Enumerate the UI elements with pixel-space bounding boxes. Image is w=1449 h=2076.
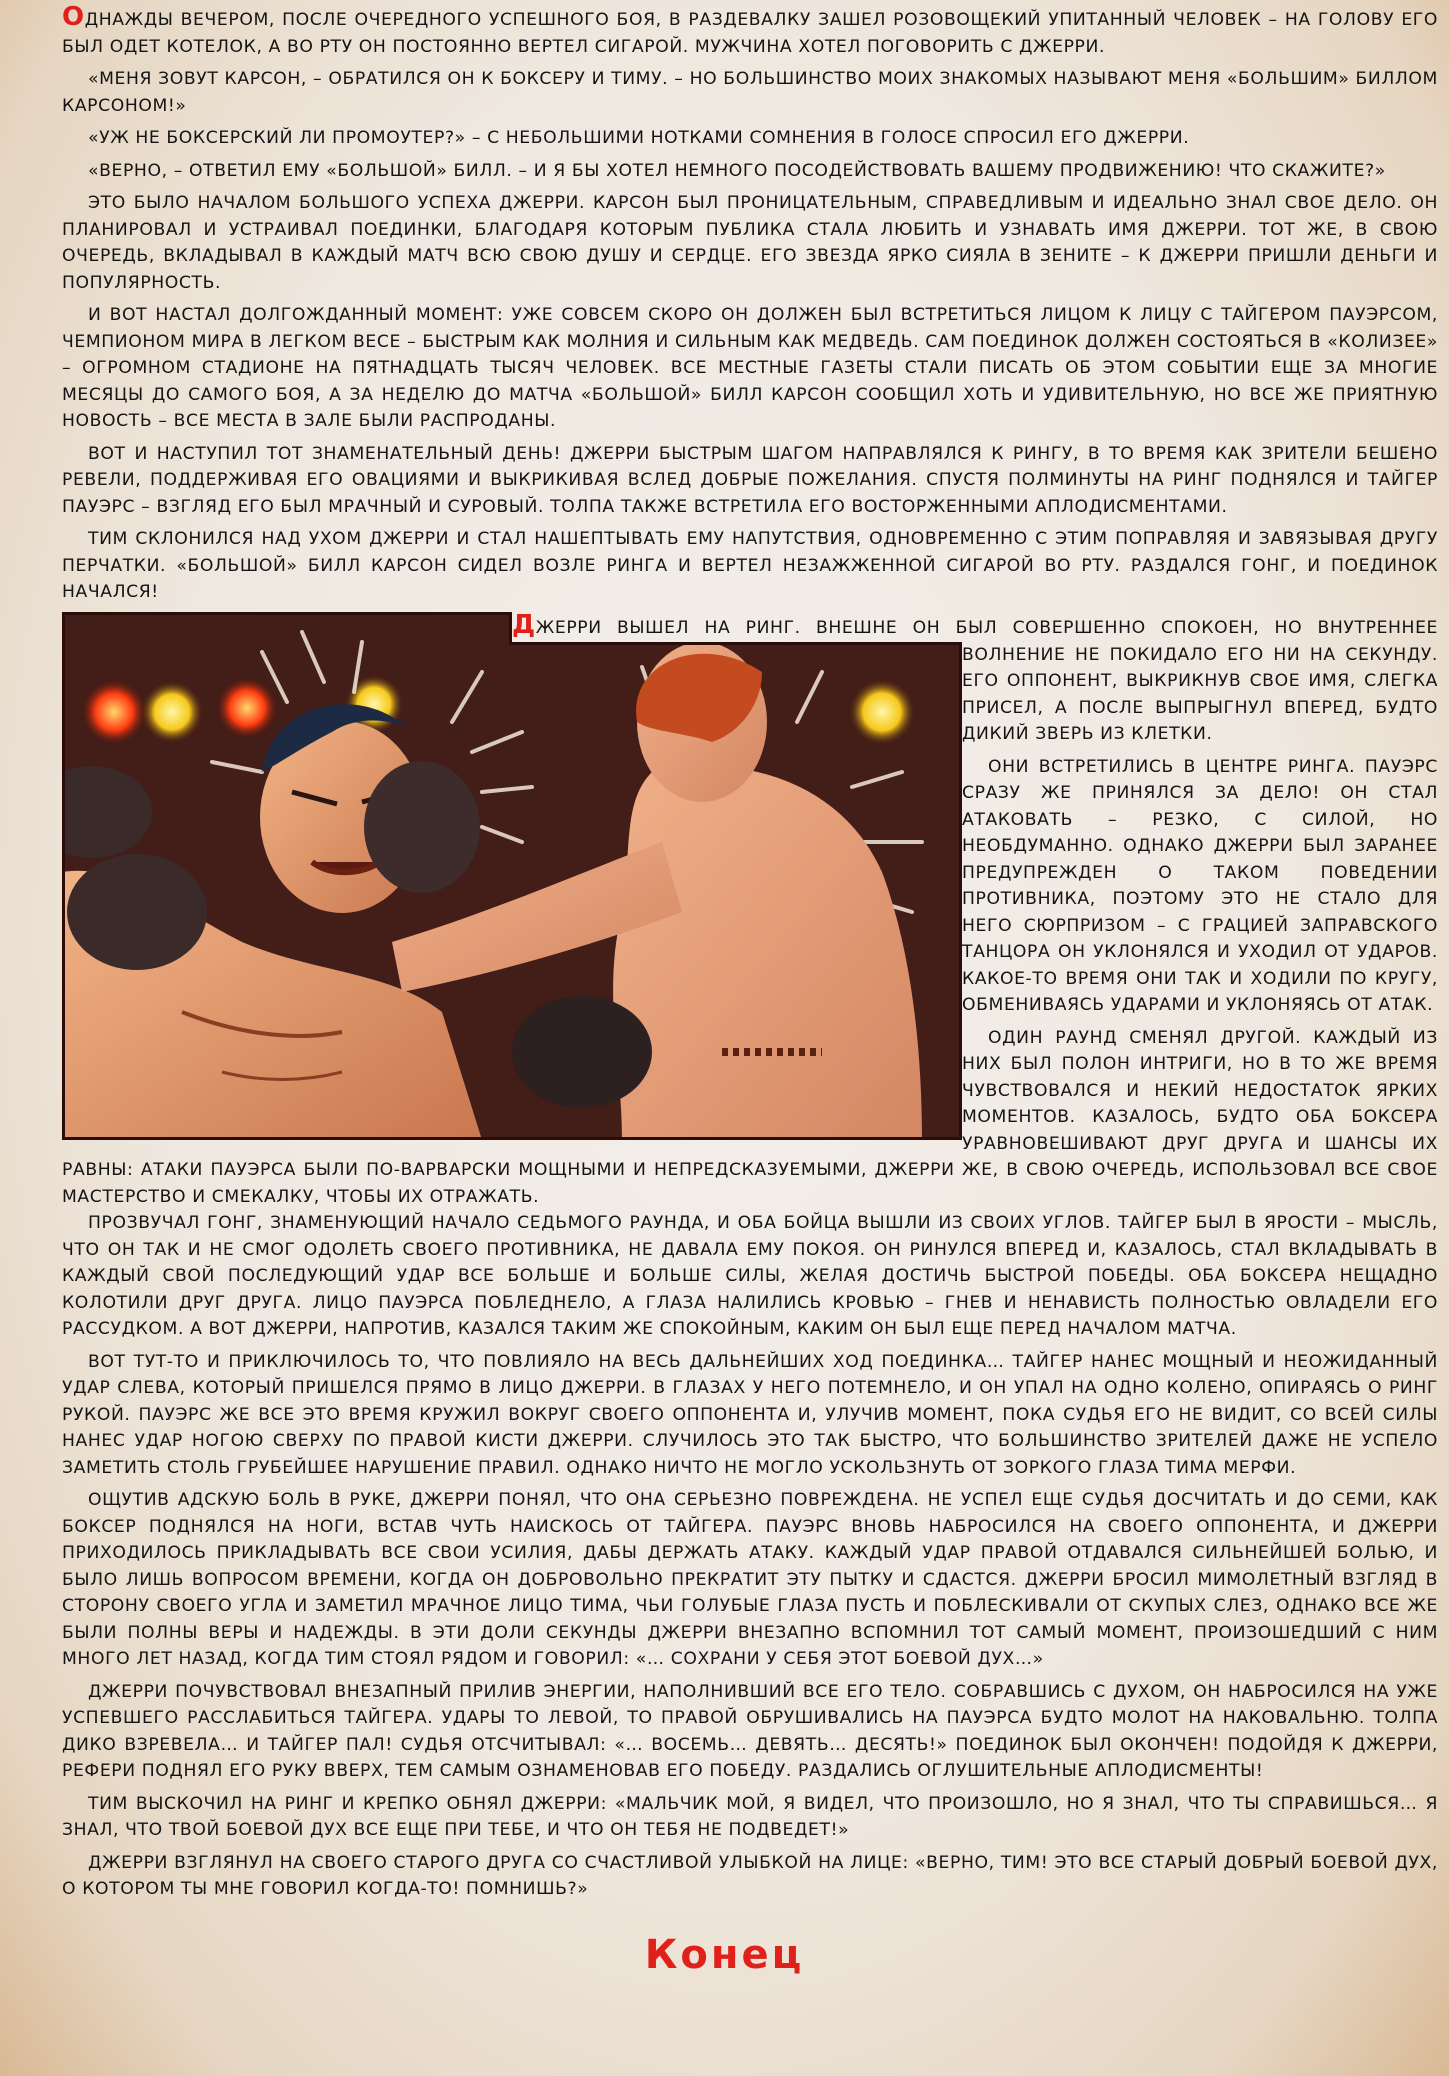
drop-cap: Д: [512, 610, 536, 640]
drop-cap: О: [62, 2, 85, 32]
paragraph: ТИМ СКЛОНИЛСЯ НАД УХОМ ДЖЕРРИ И СТАЛ НАШЕПТЫВАТЬ ЕМУ НАПУТСТВИЯ, ОДНОВРЕМЕННО С ЭТИМ ПОПРАВЛЯЯ И ЗАВЯЗЫВАЯ ДРУГУ ПЕРЧАТКИ. «БОЛЬШОЙ» БИЛЛ КАРСОН СИДЕЛ ВОЗЛЕ РИНГА И ВЕРТЕЛ НЕЗАЖЖЕННОЙ СИГАРОЙ ВО РТУ. РАЗДАЛСЯ ГОНГ, И ПОЕДИНОК НАЧАЛСЯ!: [62, 529, 1438, 602]
paragraph: ОНИ ВСТРЕТИЛИСЬ В ЦЕНТРЕ РИНГА. ПАУЭРС СРАЗУ ЖЕ ПРИНЯЛСЯ ЗА ДЕЛО! ОН СТАЛ АТАКОВАТЬ – РЕЗКО, С СИЛОЙ, НО НЕОБДУМАННО. ОДНАКО ДЖЕРРИ БЫЛ ЗАРАНЕЕ ПРЕДУПРЕЖДЕН О ТАКОМ ПОВЕДЕНИИ ПРОТИВНИКА, ПОЭТОМУ ЭТО НЕ СТАЛО ДЛЯ НЕГО СЮРПРИЗОМ – С ГРАЦИЕЙ ЗАПРАВСКОГО ТАНЦОРА ОН УКЛОНЯЛСЯ И УХОДИЛ ОТ УДАРОВ. КАКОЕ-ТО ВРЕМЯ ОНИ ТАК И ХОДИЛИ ПО КРУГУ, ОБМЕНИВАЯСЬ УДАРАМИ И УКЛОНЯЯСЬ ОТ АТАК.: [962, 756, 1438, 1015]
paragraph: ВОТ И НАСТУПИЛ ТОТ ЗНАМЕНАТЕЛЬНЫЙ ДЕНЬ! ДЖЕРРИ БЫСТРЫМ ШАГОМ НАПРАВЛЯЛСЯ К РИНГУ, В ТО ВРЕМЯ КАК ЗРИТЕЛИ БЕШЕНО РЕВЕЛИ, ПОДДЕРЖИВАЯ ЕГО ОВАЦИЯМИ И ВЫКРИКИВАЯ ВСЛЕД ДОБРЫЕ ПОЖЕЛАНИЯ. СПУСТЯ ПОЛМИНУТЫ НА РИНГ ПОДНЯЛСЯ И ТАЙГЕР ПАУЭРС – ВЗГЛЯД ЕГО БЫЛ МРАЧНЫЙ И СУРОВЫЙ. ТОЛПА ТАКЖЕ ВСТРЕТИЛА ЕГО ВОСТОРЖЕННЫМИ АПЛОДИСМЕНТАМИ.: [62, 443, 1438, 517]
boxers-fight-image: [62, 612, 962, 1140]
paragraph: ДЖЕРРИ ВЫШЕЛ НА РИНГ. ВНЕШНЕ ОН БЫЛ СОВЕРШЕННО СПОКОЕН, НО ВНУТРЕННЕЕ ВОЛНЕНИЕ НЕ ПОКИДАЛО ЕГО НИ НА СЕКУНДУ. ЕГО ОППОНЕНТ, ВЫКРИКНУВ СВОЕ ИМЯ, СЛЕГКА ПРИСЕЛ, А ПОСЛЕ ВЫПРЫГНУЛ ВПЕРЕД, БУДТО ДИКИЙ ЗВЕРЬ ИЗ КЛЕТКИ.: [512, 610, 1438, 744]
boxing-illustration: [62, 612, 962, 1140]
paragraph: ТИМ ВЫСКОЧИЛ НА РИНГ И КРЕПКО ОБНЯЛ ДЖЕРРИ: «МАЛЬЧИК МОЙ, Я ВИДЕЛ, ЧТО ПРОИЗОШЛО, НО Я ЗНАЛ, ЧТО ТЫ СПРАВИШЬСЯ… Я ЗНАЛ, ЧТО ТВОЙ БОЕВОЙ ДУХ ВСЕ ЕЩЕ ПРИ ТЕБЕ, И ЧТО ОН ТЕБЯ НЕ ПОДВЕДЕТ!»: [62, 1793, 1438, 1840]
paragraph: И ВОТ НАСТАЛ ДОЛГОЖДАННЫЙ МОМЕНТ: УЖЕ СОВСЕМ СКОРО ОН ДОЛЖЕН БЫЛ ВСТРЕТИТЬСЯ ЛИЦОМ К ЛИЦУ С ТАЙГЕРОМ ПАУЭРСОМ, ЧЕМПИОНОМ МИРА В ЛЕГКОМ ВЕСЕ – БЫСТРЫМ КАК МОЛНИЯ И СИЛЬНЫМ КАК МЕДВЕДЬ. САМ ПОЕДИНОК ДОЛЖЕН СОСТОЯТЬСЯ В «КОЛИЗЕЕ» – ОГРОМНОМ СТАДИОНЕ НА ПЯТНАДЦАТЬ ТЫСЯЧ ЧЕЛОВЕК. ВСЕ МЕСТНЫЕ ГАЗЕТЫ СТАЛИ ПИСАТЬ ОБ ЭТОМ СОБЫТИИ ЕЩЕ ЗА МНОГИЕ МЕСЯЦЫ ДО САМОГО БОЯ, А ЗА НЕДЕЛЮ ДО МАТЧА «БОЛЬШОЙ» БИЛЛ КАРСОН СООБЩИЛ ХОТЬ И УДИВИТЕЛЬНУЮ, НО ВСЕ ЖЕ ПРИЯТНУЮ НОВОСТЬ – ВСЕ МЕСТА В ЗАЛЕ БЫЛИ РАСПРОДАНЫ.: [62, 305, 1438, 431]
paragraph: ВОТ ТУТ-ТО И ПРИКЛЮЧИЛОСЬ ТО, ЧТО ПОВЛИЯЛО НА ВЕСЬ ДАЛЬНЕЙШИХ ХОД ПОЕДИНКА… ТАЙГЕР НАНЕС МОЩНЫЙ И НЕОЖИДАННЫЙ УДАР СЛЕВА, КОТОРЫЙ ПРИШЕЛСЯ ПРЯМО В ЛИЦО ДЖЕРРИ. В ГЛАЗАХ У НЕГО ПОТЕМНЕЛО, И ОН УПАЛ НА ОДНО КОЛЕНО, ОПИРАЯСЬ О РИНГ РУКОЙ. ПАУЭРС ЖЕ ВСЕ ЭТО ВРЕМЯ КРУЖИЛ ВОКРУГ СВОЕГО ОППОНЕНТА И, УЛУЧИВ МОМЕНТ, ПОКА СУДЬЯ ЕГО НЕ ВИДИТ, СО ВСЕЙ СИЛЫ НАНЕС УДАР НОГОЮ СВЕРХУ ПО ПРАВОЙ КИСТИ ДЖЕРРИ. СЛУЧИЛОСЬ ЭТО ТАК БЫСТРО, ЧТО БОЛЬШИНСТВО ЗРИТЕЛЕЙ ДАЖЕ НЕ УСПЕЛО ЗАМЕТИТЬ СТОЛЬ ГРУБЕЙШЕЕ НАРУШЕНИЕ ПРАВИЛ. ОДНАКО НИЧТО НЕ МОГЛО УСКОЛЬЗНУТЬ ОТ ЗОРКОГО ГЛАЗА ТИМА МЕРФИ.: [62, 1351, 1438, 1478]
paragraph: ОЩУТИВ АДСКУЮ БОЛЬ В РУКЕ, ДЖЕРРИ ПОНЯЛ, ЧТО ОНА СЕРЬЕЗНО ПОВРЕЖДЕНА. НЕ УСПЕЛ ЕЩЕ СУДЬЯ ДОСЧИТАТЬ И ДО СЕМИ, КАК БОКСЕР ПОДНЯЛСЯ НА НОГИ, ВСТАВ ЧУТЬ НАИСКОСЬ ОТ ТАЙГЕРА. ПАУЭРС ВНОВЬ НАБРОСИЛСЯ НА СВОЕГО ОППОНЕНТА, И ДЖЕРРИ ПРИХОДИЛОСЬ ПРИКЛАДЫВАТЬ ВСЕ СВОИ УСИЛИЯ, ДАБЫ ДЕРЖАТЬ АТАКУ. КАЖДЫЙ УДАР ПРАВОЙ ОТДАВАЛСЯ СИЛЬНЕЙШЕЙ БОЛЬЮ, И БЫЛО ЛИШЬ ВОПРОСОМ ВРЕМЕНИ, КОГДА ОН ДОБРОВОЛЬНО ПРЕКРАТИТ ЭТУ ПЫТКУ И СДАСТСЯ. ДЖЕРРИ БРОСИЛ МИМОЛЕТНЫЙ ВЗГЛЯД В СТОРОНУ СВОЕГО УГЛА И ЗАМЕТИЛ МРАЧНОЕ ЛИЦО ТИМА, ЧЬИ ГОЛУБЫЕ ГЛАЗА ПУСТЬ И ПОБЛЕСКИВАЛИ ОТ СКУПЫХ СЛЕЗ, ОДНАКО ВСЕ ЖЕ БЫЛИ ПОЛНЫ ВЕРЫ И НАДЕЖДЫ. В ЭТИ ДОЛИ СЕКУНДЫ ДЖЕРРИ ВНЕЗАПНО ВСПОМНИЛ ТОТ САМЫЙ МОМЕНТ, ПРОИЗОШЕДШИЙ С НИМ МНОГО ЛЕТ НАЗАД, КОГДА ТИМ СТОЯЛ РЯДОМ И ГОВОРИЛ: «… СОХРАНИ У СЕБЯ ЭТОТ БОЕВОЙ ДУХ…»: [62, 1490, 1438, 1669]
story-top-text: [62, 4, 1438, 612]
paragraph: ПРОЗВУЧАЛ ГОНГ, ЗНАМЕНУЮЩИЙ НАЧАЛО СЕДЬМОГО РАУНДА, И ОБА БОЙЦА ВЫШЛИ ИЗ СВОИХ УГЛОВ. ТАЙГЕР БЫЛ В ЯРОСТИ – МЫСЛЬ, ЧТО ОН ТАК И НЕ СМОГ ОДОЛЕТЬ СВОЕГО ПРОТИВНИКА, НЕ ДАВАЛА ЕМУ ПОКОЯ. ОН РИНУЛСЯ ВПЕРЕД И, КАЗАЛОСЬ, СТАЛ ВКЛАДЫВАТЬ В КАЖДЫЙ СВОЙ ПОСЛЕДУЮЩИЙ УДАР ВСЕ БОЛЬШЕ И БОЛЬШЕ СИЛЫ, ЖЕЛАЯ ДОСТИЧЬ БЫСТРОЙ ПОБЕДЫ. ОБА БОКСЕРА НЕЩАДНО КОЛОТИЛИ ДРУГ ДРУГА. ЛИЦО ПАУЭРСА ПОБЛЕДНЕЛО, А ГЛАЗА НАЛИЛИСЬ КРОВЬЮ – ГНЕВ И НЕНАВИСТЬ ПОЛНОСТЬЮ ОВЛАДЕЛИ ЕГО РАССУДКОМ. А ВОТ ДЖЕРРИ, НАПРОТИВ, КАЗАЛСЯ ТАКИМ ЖЕ СПОКОЙНЫМ, КАКИМ ОН БЫЛ ЕЩЕ ПЕРЕД НАЧАЛОМ МАТЧА.: [62, 1213, 1438, 1339]
end-title: Конец: [644, 1932, 805, 1978]
paragraph: «ВЕРНО, – ОТВЕТИЛ ЕМУ «БОЛЬШОЙ» БИЛЛ. – И Я БЫ ХОТЕЛ НЕМНОГО ПОСОДЕЙСТВОВАТЬ ВАШЕМУ ПРОДВИЖЕНИЮ! ЧТО СКАЖИТЕ?»: [88, 160, 1386, 181]
paragraph: «МЕНЯ ЗОВУТ КАРСОН, – ОБРАТИЛСЯ ОН К БОКСЕРУ И ТИМУ. – НО БОЛЬШИНСТВО МОИХ ЗНАКОМЫХ НАЗЫВАЮТ МЕНЯ «БОЛЬШИМ» БИЛЛОМ КАРСОНОМ!»: [62, 69, 1438, 116]
paragraph: ДЖЕРРИ ПОЧУВСТВОВАЛ ВНЕЗАПНЫЙ ПРИЛИВ ЭНЕРГИИ, НАПОЛНИВШИЙ ВСЕ ЕГО ТЕЛО. СОБРАВШИСЬ С ДУХОМ, ОН НАБРОСИЛСЯ НА УЖЕ УСПЕВШЕГО РАССЛАБИТЬСЯ ТАЙГЕРА. УДАРЫ ТО ЛЕВОЙ, ТО ПРАВОЙ ОБРУШИВАЛИСЬ НА ПАУЭРСА БУДТО МОЛОТ НА НАКОВАЛЬНЮ. ТОЛПА ДИКО ВЗРЕВЕЛА… И ТАЙГЕР ПАЛ! СУДЬЯ ОТСЧИТЫВАЛ: «… ВОСЕМЬ… ДЕВЯТЬ… ДЕСЯТЬ!» ПОЕДИНОК БЫЛ ОКОНЧЕН! ПОДОЙДЯ К ДЖЕРРИ, РЕФЕРИ ПОДНЯЛ ЕГО РУКУ ВВЕРХ, ТЕМ САМЫМ ОЗНАМЕНОВАВ ЕГО ПОБЕДУ. РАЗДАЛИСЬ ОГЛУШИТЕЛЬНЫЕ АПЛОДИСМЕНТЫ!: [62, 1681, 1438, 1781]
illustration-section: [62, 612, 1438, 1216]
paragraph: ОДИН РАУНД СМЕНЯЛ ДРУГОЙ. КАЖДЫЙ ИЗ НИХ БЫЛ ПОЛОН ИНТРИГИ, НО В ТО ЖЕ ВРЕМЯ ЧУВСТВОВАЛСЯ И НЕКИЙ НЕДОСТАТОК ЯРКИХ МОМЕНТОВ. КАЗАЛОСЬ, БУДТО ОБА БОКСЕРА УРАВНОВЕШИВАЮТ ДРУГ ДРУГА И ШАНСЫ ИХ РАВНЫ: АТАКИ ПАУЭРСА БЫЛИ ПО-ВАРВАРСКИ МОЩНЫМИ И НЕПРЕДСКАЗУЕМЫМИ, ДЖЕРРИ ЖЕ, В СВОЮ ОЧЕРЕДЬ, ИСПОЛЬЗОВАЛ ВСЕ СВОЕ МАСТЕРСТВО И СМЕКАЛКУ, ЧТОБЫ ИХ ОТРАЖАТЬ.: [62, 1027, 1438, 1207]
paragraph: «УЖ НЕ БОКСЕРСКИЙ ЛИ ПРОМОУТЕР?» – С НЕБОЛЬШИМИ НОТКАМИ СОМНЕНИЯ В ГОЛОСЕ СПРОСИЛ ЕГО ДЖЕРРИ.: [88, 128, 1190, 148]
paragraph: ДЖЕРРИ ВЗГЛЯНУЛ НА СВОЕГО СТАРОГО ДРУГА СО СЧАСТЛИВОЙ УЛЫБКОЙ НА ЛИЦЕ: «ВЕРНО, ТИМ! ЭТО ВСЕ СТАРЫЙ ДОБРЫЙ БОЕВОЙ ДУХ, О КОТОРОМ ТЫ МНЕ ГОВОРИЛ КОГДА-ТО! ПОМНИШЬ?»: [62, 1852, 1438, 1899]
paragraph: ОДНАЖДЫ ВЕЧЕРОМ, ПОСЛЕ ОЧЕРЕДНОГО УСПЕШНОГО БОЯ, В РАЗДЕВАЛКУ ЗАШЕЛ РОЗОВОЩЕКИЙ УПИТАННЫЙ ЧЕЛОВЕК – НА ГОЛОВУ ЕГО БЫЛ ОДЕТ КОТЕЛОК, А ВО РТУ ОН ПОСТОЯННО ВЕРТЕЛ СИГАРОЙ. МУЖЧИНА ХОТЕЛ ПОГОВОРИТЬ С ДЖЕРРИ.: [62, 2, 1438, 57]
story-bottom-text: [62, 1210, 1438, 1909]
paragraph: ЭТО БЫЛО НАЧАЛОМ БОЛЬШОГО УСПЕХА ДЖЕРРИ. КАРСОН БЫЛ ПРОНИЦАТЕЛЬНЫМ, СПРАВЕДЛИВЫМ И ИДЕАЛЬНО ЗНАЛ СВОЕ ДЕЛО. ОН ПЛАНИРОВАЛ И УСТРАИВАЛ ПОЕДИНКИ, БЛАГОДАРЯ КОТОРЫМ ПУБЛИКА СТАЛА ЛЮБИТЬ И УЗНАВАТЬ ИМЯ ДЖЕРРИ. ТОТ ЖЕ, В СВОЮ ОЧЕРЕДЬ, ВКЛАДЫВАЛ В КАЖДЫЙ МАТЧ ВСЮ СВОЮ ДУШУ И СЕРДЦЕ. ЕГО ЗВЕЗДА ЯРКО СИЯЛА В ЗЕНИТЕ – К ДЖЕРРИ ПРИШЛИ ДЕНЬГИ И ПОПУЛЯРНОСТЬ.: [62, 193, 1438, 293]
